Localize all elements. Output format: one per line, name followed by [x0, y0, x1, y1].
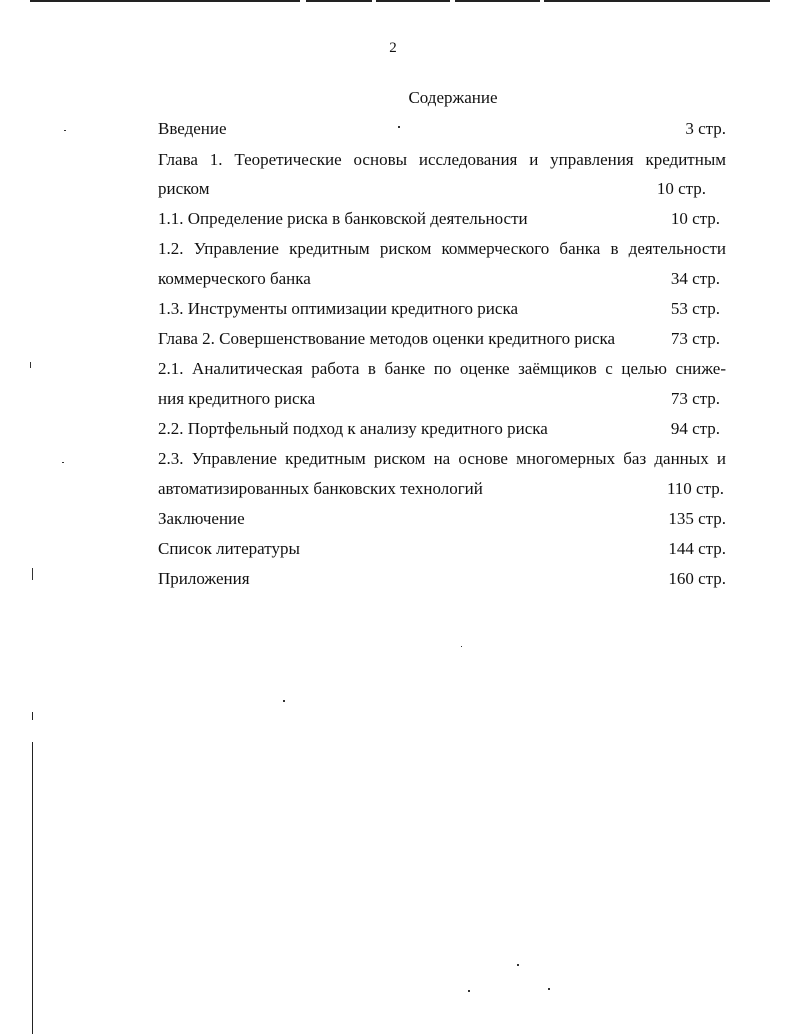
- toc-entry-section-1-1: [158, 208, 726, 230]
- toc-entry-text: 1.1. Определение риска в банковской деятельности: [158, 209, 528, 228]
- toc-entry-text: риском: [158, 179, 210, 198]
- toc-entry-conclusion: [158, 508, 726, 530]
- toc-entry-text: Приложения: [158, 569, 250, 588]
- scan-speck: [517, 964, 519, 966]
- toc-entry-text: 1.2. Управление кредитным риском коммерческого банка в деятельности: [158, 239, 726, 258]
- toc-entry-appendix: [158, 568, 726, 590]
- toc-entry-text: 1.3. Инструменты оптимизации кредитного риска: [158, 299, 518, 318]
- toc-entry-section-1-3: [158, 298, 726, 320]
- toc-entry-section-1-2-continued: [158, 268, 726, 290]
- scan-speck: [64, 130, 66, 131]
- toc-entry-page: 53 стр.: [670, 299, 720, 318]
- scan-border-gap: [540, 0, 544, 2]
- toc-entry-section-2-2: [158, 418, 726, 440]
- toc-entry-page: 10 стр.: [670, 209, 720, 228]
- scan-top-border: [30, 0, 770, 2]
- toc-entry-chapter-2: [158, 328, 726, 350]
- scan-speck: [30, 362, 31, 368]
- toc-entry-page: 10 стр.: [656, 179, 706, 198]
- toc-title: Содержание: [408, 88, 498, 107]
- scan-border-gap: [450, 0, 455, 2]
- toc-entry-text: ния кредитного риска: [158, 389, 316, 408]
- toc-entry-text: Введение: [158, 119, 227, 138]
- toc-entry-text: 2.2. Портфельный подход к анализу кредитного риска: [158, 419, 548, 438]
- toc-entry-literature: [158, 538, 726, 560]
- scan-border-gap: [300, 0, 306, 2]
- scan-speck: [548, 988, 550, 990]
- toc-entry-page: 3 стр.: [685, 119, 726, 138]
- toc-entry-section-2-1-continued: [158, 388, 726, 410]
- toc-entry-introduction: [158, 118, 726, 140]
- scan-speck: [398, 126, 400, 128]
- toc-entry-text: коммерческого банка: [158, 269, 311, 288]
- toc-entry-page: 73 стр.: [670, 329, 720, 348]
- toc-entry-page: 94 стр.: [670, 419, 720, 438]
- toc-entry-text: Глава 2. Совершенствование методов оценки кредитного риска: [158, 329, 616, 348]
- scan-speck: [62, 462, 64, 463]
- toc-entry-page: 160 стр.: [668, 569, 726, 588]
- scan-speck: [461, 646, 462, 647]
- toc-entry-section-2-1: [158, 358, 726, 380]
- toc-entry-section-1-2: [158, 238, 726, 260]
- page-number: 2: [389, 40, 397, 56]
- toc-entry-text: Заключение: [158, 509, 245, 528]
- scan-speck: [283, 700, 285, 702]
- scan-margin-mark: [32, 712, 33, 720]
- scan-margin-mark: [32, 742, 33, 1034]
- toc-entry-chapter-1-continued: [158, 178, 726, 200]
- toc-entry-text: Глава 1. Теоретические основы исследования и управления кредитным: [158, 150, 726, 169]
- toc-entry-text: автоматизированных банковских технологий: [158, 479, 483, 498]
- scan-speck: [32, 568, 33, 580]
- toc-entry-section-2-3: [158, 448, 726, 470]
- toc-entry-chapter-1: [158, 149, 726, 171]
- toc-entry-page: 135 стр.: [668, 509, 726, 528]
- toc-entry-page: 34 стр.: [670, 269, 720, 288]
- toc-entry-page: 144 стр.: [668, 539, 726, 558]
- scan-border-gap: [372, 0, 376, 2]
- toc-entry-text: 2.1. Аналитическая работа в банке по оценке заёмщиков с целью сниже-: [158, 359, 726, 378]
- scan-speck: [468, 990, 470, 992]
- toc-entry-text: Список литературы: [158, 539, 300, 558]
- toc-entry-page: 73 стр.: [670, 389, 720, 408]
- toc-entry-page: 110 стр.: [666, 479, 724, 498]
- toc-entry-text: 2.3. Управление кредитным риском на основе многомерных баз данных и: [158, 449, 726, 468]
- toc-entry-section-2-3-continued: [158, 478, 726, 500]
